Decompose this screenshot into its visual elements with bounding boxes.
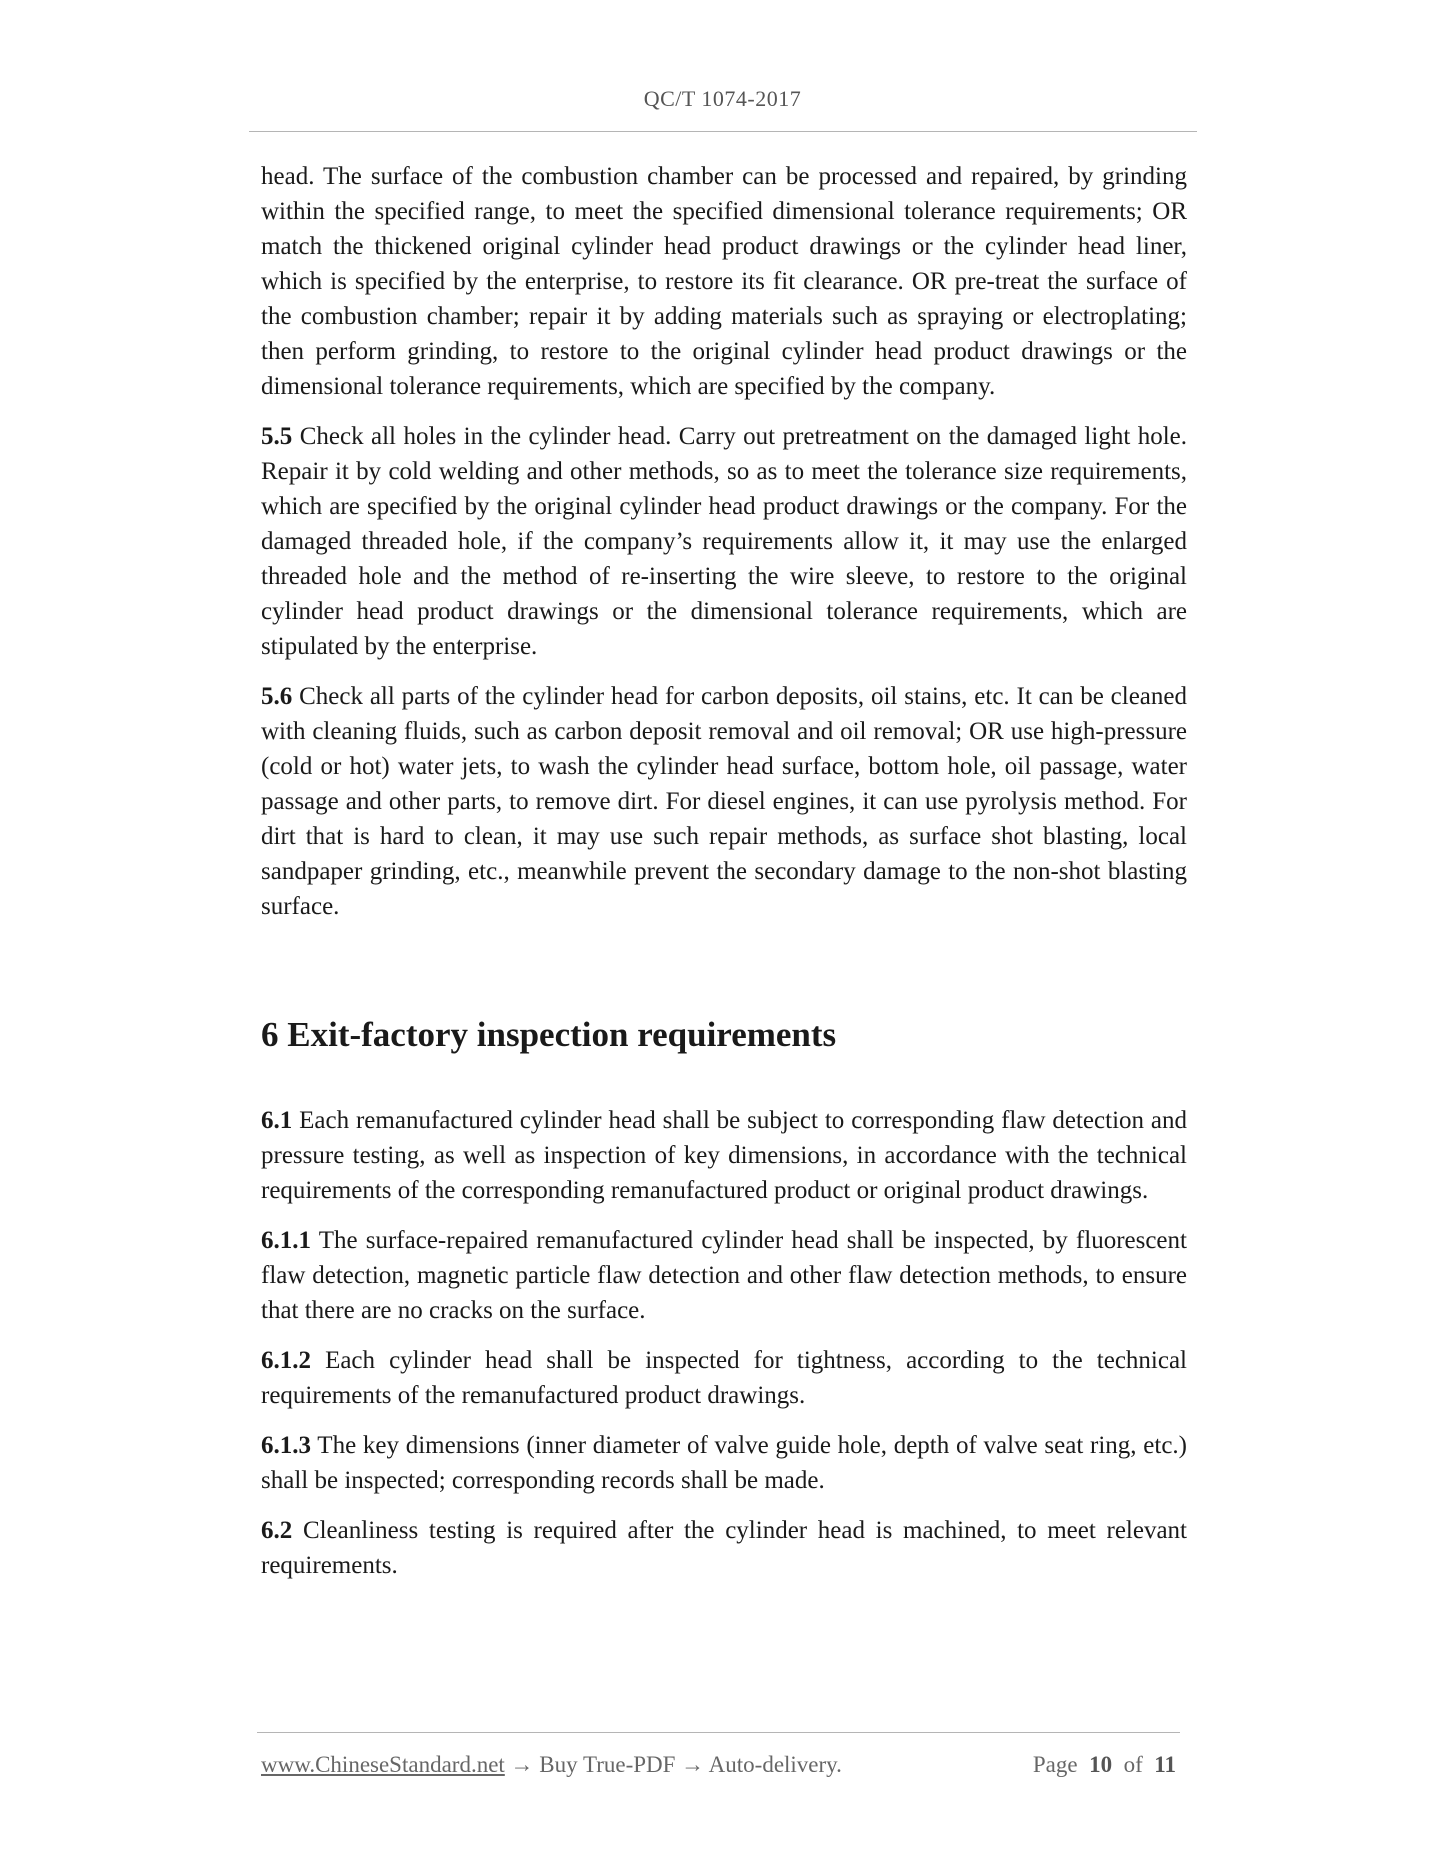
document-code-header: QC/T 1074-2017 bbox=[643, 86, 802, 111]
footer-promo bbox=[261, 1752, 842, 1778]
paragraph-text: head. The surface of the combustion chamber can be processed and repaired, by grinding within the specified range, to meet the specified dimensional tolerance requirements; OR match the thickened original cylinder head product drawings or the cylinder head liner, which is specified by the enterprise, to restore its fit clearance. OR pre-treat the surface of the combustion chamber; repair it by adding materials such as spraying or electroplating; then perform grinding, to restore to the original cylinder head product drawings or the dimensional tolerance requirements, which are specified by the company. bbox=[261, 163, 1187, 400]
clause-text: Check all holes in the cylinder head. Carry out pretreatment on the damaged light hole. Repair it by cold welding and other methods, so as to meet the tolerance size requirements, which are specified by the original cylinder head product drawings or the company. For the damaged threaded hole, if the company’s requirements allow it, it may use the enlarged threaded hole and the method of re-inserting the wire sleeve, to restore to the original cylinder head product drawings or the dimensional tolerance requirements, which are stipulated by the enterprise. bbox=[261, 423, 1188, 660]
clause-number: 6.1.2 bbox=[261, 1347, 311, 1374]
clause-text: The key dimensions (inner diameter of valve guide hole, depth of valve seat ring, etc.) shall be inspected; corresponding records shall be made. bbox=[261, 1432, 1187, 1494]
clause-5-5 bbox=[261, 419, 1187, 664]
section-heading: 6 Exit-factory inspection requirements bbox=[261, 1015, 837, 1054]
clause-number: 5.6 bbox=[261, 683, 293, 710]
clause-number: 5.5 bbox=[261, 423, 293, 450]
of-word: of bbox=[1123, 1752, 1143, 1777]
clause-number: 6.1.1 bbox=[261, 1227, 311, 1254]
page-word: Page bbox=[1032, 1752, 1078, 1777]
page-counter bbox=[1033, 1752, 1176, 1778]
paragraph-continuation bbox=[261, 159, 1187, 404]
page-total: 11 bbox=[1154, 1752, 1176, 1777]
clause-6-1-3 bbox=[261, 1428, 1187, 1498]
footer-divider bbox=[257, 1732, 1180, 1733]
clause-number: 6.2 bbox=[261, 1517, 293, 1544]
clause-5-6 bbox=[261, 679, 1187, 924]
site-link[interactable]: www.ChineseStandard.net bbox=[261, 1752, 505, 1777]
page-number: 10 bbox=[1089, 1752, 1113, 1777]
clause-6-2 bbox=[261, 1513, 1187, 1583]
footer-tagline: → Buy True-PDF → Auto-delivery. bbox=[504, 1752, 842, 1777]
clause-text: Each remanufactured cylinder head shall be subject to corresponding flaw detection and pressure testing, as well as inspection of key dimensions, in accordance with the technical requirements of the corresponding remanufactured product or original product drawings. bbox=[261, 1107, 1187, 1204]
clause-number: 6.1 bbox=[261, 1107, 293, 1134]
body-text-top bbox=[261, 159, 1187, 924]
clause-6-1-2 bbox=[261, 1343, 1187, 1413]
clause-number: 6.1.3 bbox=[261, 1432, 311, 1459]
clause-6-1 bbox=[261, 1103, 1187, 1208]
header-divider bbox=[249, 131, 1197, 132]
clause-text: Cleanliness testing is required after the cylinder head is machined, to meet relevant requirements. bbox=[261, 1517, 1188, 1579]
body-text-bottom bbox=[261, 1103, 1187, 1583]
clause-text: Each cylinder head shall be inspected for tightness, according to the technical requirements of the remanufactured product drawings. bbox=[261, 1347, 1187, 1409]
clause-6-1-1 bbox=[261, 1223, 1187, 1328]
clause-text: Check all parts of the cylinder head for carbon deposits, oil stains, etc. It can be cleaned with cleaning fluids, such as carbon deposit removal and oil removal; OR use high-pressure (cold or hot) water jets, to wash the cylinder head surface, bottom hole, oil passage, water passage and other parts, to remove dirt. For diesel engines, it can use pyrolysis method. For dirt that is hard to clean, it may use such repair methods, as surface shot blasting, local sandpaper grinding, etc., meanwhile prevent the secondary damage to the non-shot blasting surface. bbox=[261, 683, 1187, 920]
clause-text: The surface-repaired remanufactured cylinder head shall be inspected, by fluorescent flaw detection, magnetic particle flaw detection and other flaw detection methods, to ensure that there are no cracks on the surface. bbox=[261, 1227, 1187, 1324]
